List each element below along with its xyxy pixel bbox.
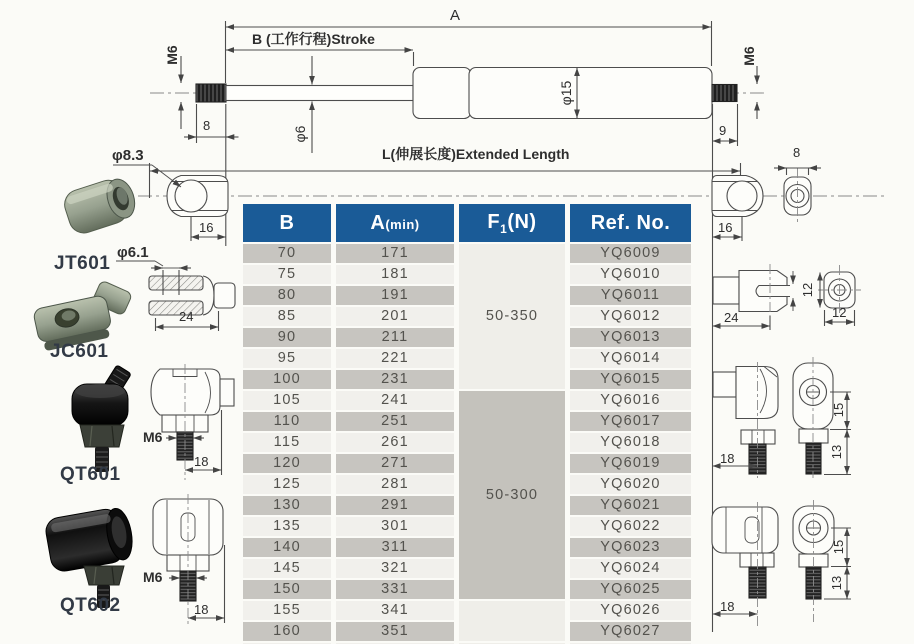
cell-a-min: 251	[336, 412, 454, 431]
dim-18-ball2-label: 18	[720, 599, 735, 614]
dim-phi6-label: φ6	[292, 125, 308, 143]
cell-ref-no: YQ6010	[570, 265, 691, 284]
dim-stroke-label: B (工作行程)Stroke	[252, 31, 375, 47]
cell-b: 95	[243, 349, 331, 368]
col-header-a-min: A(min)	[336, 204, 454, 242]
cell-a-min: 281	[336, 475, 454, 494]
cell-a-min: 261	[336, 433, 454, 452]
cell-ref-no: YQ6020	[570, 475, 691, 494]
spec-table	[238, 202, 696, 644]
cell-b: 85	[243, 307, 331, 326]
dim-phi15-label: φ15	[558, 80, 574, 106]
cell-a-min: 351	[336, 622, 454, 641]
col-header-b: B	[243, 204, 331, 242]
dim-9-right-label: 9	[719, 123, 727, 138]
col-header-ref-no: Ref. No.	[570, 204, 691, 242]
cell-ref-no: YQ6015	[570, 370, 691, 389]
dim-12-vert-label: 12	[799, 282, 815, 298]
cell-b: 145	[243, 559, 331, 578]
cell-b: 110	[243, 412, 331, 431]
cell-b: 75	[243, 265, 331, 284]
table-row	[243, 391, 691, 410]
cell-ref-no: YQ6023	[570, 538, 691, 557]
fitting-qt602-label: QT602	[60, 595, 121, 616]
dim-15-ball2-label: 15	[830, 539, 846, 555]
cell-b: 160	[243, 622, 331, 641]
ball-joint-qt601-left-drawing	[151, 364, 234, 480]
dim-13-ball1-label: 13	[828, 444, 844, 460]
cell-ref-no: YQ6022	[570, 517, 691, 536]
dim-12-horiz-label: 12	[832, 305, 847, 320]
table-row	[243, 601, 691, 620]
cell-ref-no: YQ6019	[570, 454, 691, 473]
cell-b: 90	[243, 328, 331, 347]
cell-a-min: 171	[336, 244, 454, 263]
cell-b: 105	[243, 391, 331, 410]
col-header-f1n: $F_1(N)$	[459, 204, 565, 242]
cell-ref-no: YQ6009	[570, 244, 691, 263]
eyelet-left-drawing	[167, 176, 228, 217]
dim-m6-left-label: M6	[164, 45, 180, 65]
fitting-jt601-photo	[61, 174, 140, 237]
cell-ref-no: YQ6014	[570, 349, 691, 368]
cell-b: 150	[243, 580, 331, 599]
dim-13-ball2-label: 13	[828, 575, 844, 591]
eyelet-right-drawing	[712, 176, 763, 217]
dim-18-ball1-label: 18	[720, 451, 735, 466]
fitting-qt602-photo	[44, 505, 136, 608]
dim-16-right-label: 16	[718, 220, 733, 235]
cell-a-min: 241	[336, 391, 454, 410]
spec-table-header-row	[243, 204, 691, 242]
cell-a-min: 221	[336, 349, 454, 368]
fitting-jc601-label: JC601	[50, 341, 109, 362]
cell-b: 125	[243, 475, 331, 494]
cell-a-min: 331	[336, 580, 454, 599]
fitting-qt601-label: QT601	[60, 464, 121, 485]
cell-f1: 50-300	[459, 391, 565, 599]
dim-15-ball1-label: 15	[830, 402, 846, 418]
dim-18-qt602-label: 18	[194, 602, 209, 617]
cell-a-min: 191	[336, 286, 454, 305]
cell-ref-no: YQ6026	[570, 601, 691, 620]
cell-a-min: 181	[336, 265, 454, 284]
dim-extended-label: L(伸展长度)Extended Length	[382, 146, 570, 162]
dim-16-left-label: 16	[199, 220, 214, 235]
cell-a-min: 231	[336, 370, 454, 389]
cell-b: 120	[243, 454, 331, 473]
cell-b: 155	[243, 601, 331, 620]
dim-phi61-label: φ6.1	[117, 244, 149, 261]
cell-b: 80	[243, 286, 331, 305]
cell-a-min: 321	[336, 559, 454, 578]
cell-ref-no: YQ6024	[570, 559, 691, 578]
cell-a-min: 311	[336, 538, 454, 557]
cell-f1	[459, 601, 565, 641]
dim-8-eye-label: 8	[793, 145, 801, 160]
cell-ref-no: YQ6027	[570, 622, 691, 641]
cell-ref-no: YQ6016	[570, 391, 691, 410]
cell-f1: 50-350	[459, 244, 565, 389]
cell-ref-no: YQ6017	[570, 412, 691, 431]
cell-ref-no: YQ6013	[570, 328, 691, 347]
cell-ref-no: YQ6021	[570, 496, 691, 515]
cell-ref-no: YQ6011	[570, 286, 691, 305]
cell-a-min: 291	[336, 496, 454, 515]
cell-ref-no: YQ6012	[570, 307, 691, 326]
cell-a-min: 301	[336, 517, 454, 536]
cell-a-min: 271	[336, 454, 454, 473]
dim-m6-right-label: M6	[741, 46, 757, 66]
clevis-left-drawing	[116, 261, 235, 331]
cell-ref-no: YQ6025	[570, 580, 691, 599]
dim-24-right-label: 24	[724, 310, 739, 325]
fitting-qt601-photo	[72, 365, 131, 472]
cell-b: 115	[243, 433, 331, 452]
cell-b: 130	[243, 496, 331, 515]
cell-b: 70	[243, 244, 331, 263]
cell-ref-no: YQ6018	[570, 433, 691, 452]
eyelet-end-view-drawing	[774, 168, 821, 222]
table-row	[243, 244, 691, 263]
dim-18-qt601-label: 18	[194, 454, 209, 469]
cell-b: 135	[243, 517, 331, 536]
spec-table-body	[243, 244, 691, 644]
cell-a-min: 211	[336, 328, 454, 347]
cell-b: 140	[243, 538, 331, 557]
dim-phi83-label: φ8.3	[112, 147, 144, 164]
dim-m6-qt602-label: M6	[143, 569, 163, 585]
dim-8-left-label: 8	[203, 118, 211, 133]
cell-a-min: 341	[336, 601, 454, 620]
dim-a-label: A	[450, 7, 461, 24]
dim-m6-qt601-label: M6	[143, 429, 163, 445]
fitting-jt601-label: JT601	[54, 253, 111, 274]
ball-joint-qt602-left-drawing	[153, 494, 225, 626]
dim-24-left-label: 24	[179, 309, 194, 324]
cell-a-min: 201	[336, 307, 454, 326]
cell-b: 100	[243, 370, 331, 389]
